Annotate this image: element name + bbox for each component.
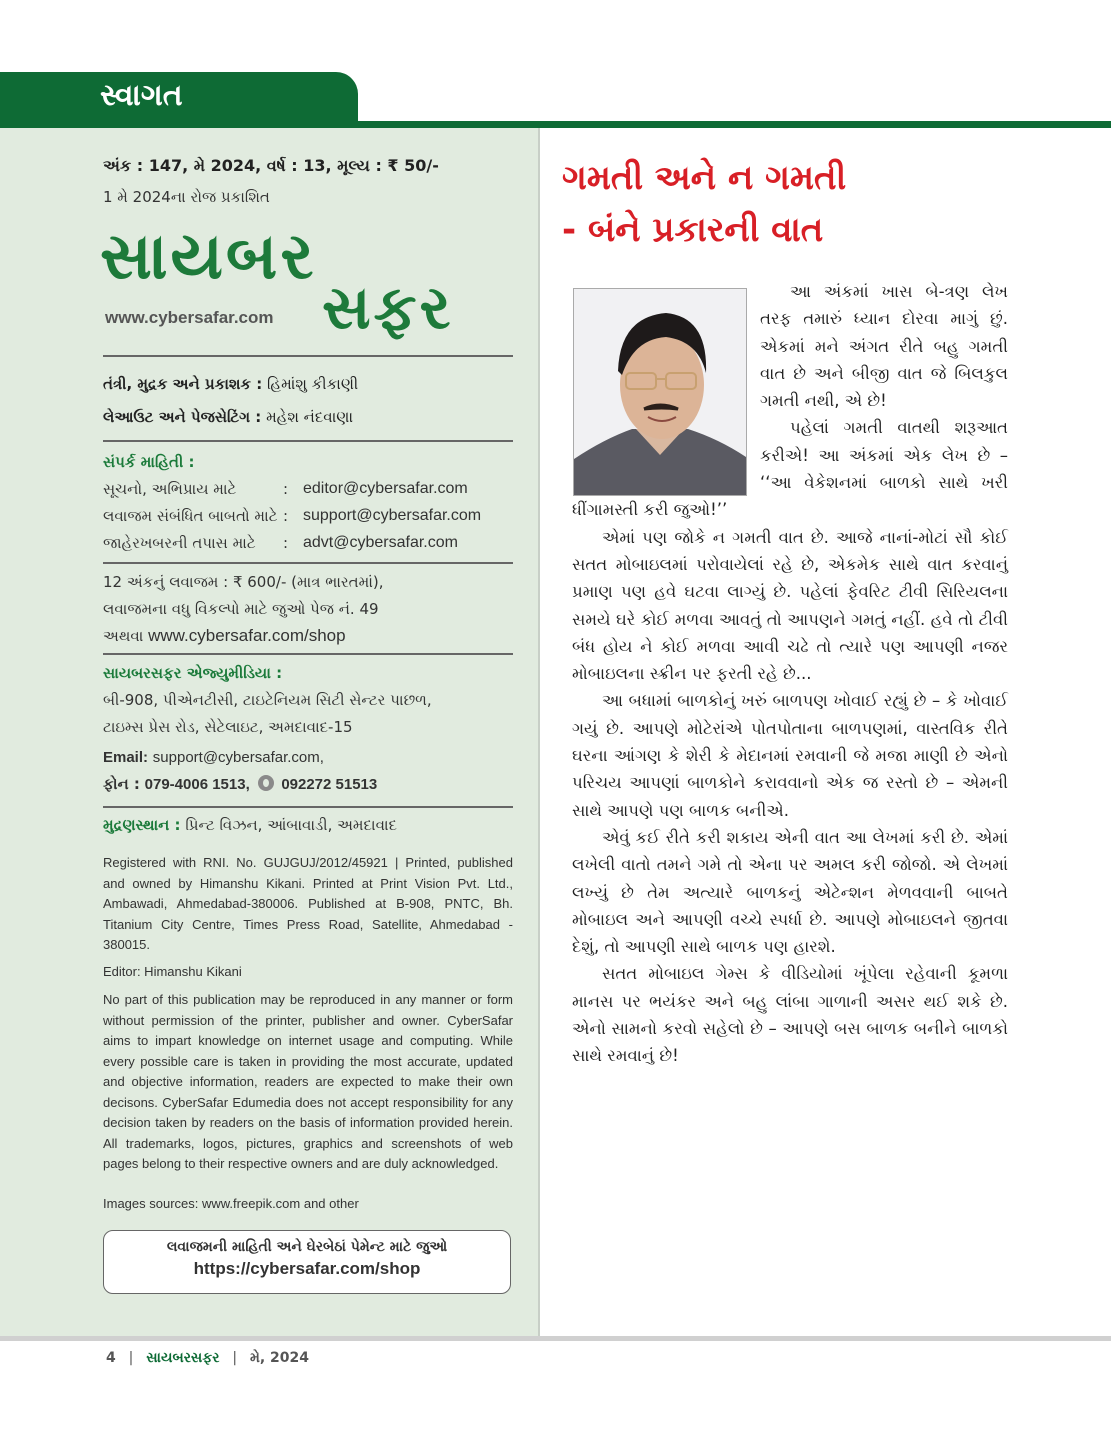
photo-spacer — [572, 274, 760, 496]
issue-date: મે, 2024 — [249, 1350, 310, 1366]
credit-editor — [103, 375, 513, 393]
logo-word-safar: સફર — [322, 273, 454, 343]
page-footer — [106, 1350, 309, 1366]
published-date: 1 મે 2024ના રોજ પ્રકાશિત — [103, 188, 270, 206]
title-line-2: - બંને પ્રકારની વાત — [562, 210, 824, 250]
divider — [103, 653, 513, 655]
credit-label: લેઆઉટ અને પેજસેટિંગ : — [103, 408, 262, 426]
article-paragraph: એમાં પણ જોકે ન ગમતી વાત છે. આજે નાનાં-મોટાં સૌ કોઈ સતત મોબાઇલમાં પરોવાયેલાં રહે છે, એકમેક સાથે વાત કરવાનું પ્રમાણ પણ હવે ઘટવા લાગ્યું છે. પહેલાં ફેવરિટ ટીવી સિરિયલના સમયે ઘરે કોઈ મળવા આવતું તો આપણને ગમતું નહીં. હવે તો ટીવી બંધ હોય ને કોઈ મળવા આવી ચઢે તો ત્યારે પણ આપણી નજર મોબાઇલના સ્ક્રીન પર ફરતી રહે છે... — [572, 527, 1008, 684]
whatsapp-number[interactable]: 092272 51513 — [281, 776, 378, 793]
credit-value: મહેશ નંદવાણા — [266, 408, 354, 426]
shop-link[interactable]: www.cybersafar.com/shop — [148, 626, 346, 645]
contact-email[interactable]: support@cybersafar.com — [303, 507, 482, 524]
registration-text: Registered with RNI. No. GUJGUJ/2012/45921 | Printed, published and owned by Himanshu Kikani. Printed at Print Vision Pvt. Ltd., Ambawadi, Ahmedabad-380006. Published at B-908, PNTC, Bh. Titanium City Centre, Times Press Road, Satellite, Ahmedabad - 380015. — [103, 855, 513, 952]
printing-line — [103, 816, 513, 834]
subscription-callout[interactable] — [103, 1230, 511, 1294]
masthead-panel — [0, 128, 540, 1336]
contact-row — [103, 534, 523, 556]
phone-label: ફોન : — [103, 775, 140, 793]
contact-label: જાહેરખબરની તપાસ માટે — [103, 534, 256, 552]
divider — [103, 562, 513, 564]
separator: | — [232, 1350, 238, 1366]
contact-row — [103, 480, 523, 502]
subscription-link-line — [103, 626, 513, 646]
divider — [103, 355, 513, 357]
printing-label: મુદ્રણસ્થાન : — [103, 816, 181, 834]
page-number: 4 — [106, 1350, 116, 1366]
contact-label: સૂચનો, અભિપ્રાય માટે — [103, 480, 237, 498]
contact-label: લવાજમ સંબંધિત બાબતો માટે — [103, 507, 278, 525]
email-label: Email: — [103, 749, 149, 766]
divider — [103, 806, 513, 808]
editor-text: Editor: Himanshu Kikani — [103, 964, 242, 979]
article-paragraph: પહેલાં ગમતી વાતથી શરૂઆત કરીએ! આ અંકમાં એક લેખ છે – ‘‘આ વેકેશનમાં બાળકો સાથે ખરી ધીંગામસ્તી કરી જુઓ!’’ — [572, 418, 1008, 520]
email-line — [103, 748, 513, 766]
callout-link[interactable]: https://cybersafar.com/shop — [193, 1259, 421, 1278]
divider — [103, 440, 513, 442]
article-paragraph: સતત મોબાઇલ ગેમ્સ કે વીડિયોમાં ખૂંપેલા રહેવાની કૂમળા માનસ પર ભયંકર અને બહુ લાંબા ગાળાની અસર થઈ શકે છે. એનો સામનો કરવો સહેલો છે – આપણે બસ બાળક બનીને બાળકો સાથે રમવાનું છે! — [572, 964, 1008, 1066]
contact-email[interactable]: editor@cybersafar.com — [303, 480, 468, 497]
credit-layout — [103, 408, 513, 426]
article-paragraph: આ બધામાં બાળકોનું ખરું બાળપણ ખોવાઈ રહ્યું છે – કે ખોવાઈ ગયું છે. આપણે મોટેરાંએ પોતપોતાના બાળપણમાં, વાસ્તવિક રીતે ઘરના આંગણ કે શેરી કે મેદાનમાં રમવાની જે મજા માણી છે એનો પરિચય આપણાં બાળકોને કરાવવાનો એક જ રસ્તો છે – એમની સાથે આપણે પણ બાળક બનીએ. — [572, 691, 1008, 820]
disclaimer-text: No part of this publication may be reproduced in any manner or form without permission of the printer, publisher and owner. CyberSafar aims to impart knowledge on internet usage and computing. While every possible care is taken in providing the most accurate, updated and objective information, readers are expected to make their own decisons. CyberSafar Edumedia does not accept responsibility for any decision taken by readers on the basis of information provided herein. All trademarks, logos, pictures, graphics and screenshots of web pages belong to their respective owners and are duly acknowledged. — [103, 992, 513, 1171]
issue-info: અંક : 147, મે 2024, વર્ષ : 13, મૂલ્ય : ₹ 50/- — [103, 156, 439, 175]
email-value[interactable]: support@cybersafar.com, — [152, 749, 324, 766]
subscription-options: લવાજમના વધુ વિકલ્પો માટે જુઓ પેજ નં. 49 — [103, 600, 379, 618]
image-sources: Images sources: www.freepik.com and other — [103, 1196, 359, 1211]
whatsapp-icon — [258, 775, 274, 791]
colon: : — [283, 534, 289, 552]
credit-label: તંત્રી, મુદ્રક અને પ્રકાશક : — [103, 375, 263, 393]
callout-text: લવાજમની માહિતી અને ઘેરબેઠાં પેમેન્ટ માટે જુઓ — [166, 1239, 448, 1255]
colon: : — [283, 480, 289, 498]
section-tab — [0, 72, 358, 128]
contact-email[interactable]: advt@cybersafar.com — [303, 534, 458, 551]
printing-value: પ્રિન્ટ વિઝન, આંબાવાડી, અમદાવાદ — [185, 816, 397, 834]
logo-word-cyber: સાયબર — [100, 220, 317, 294]
article-body — [572, 274, 1008, 1070]
phone-value[interactable]: 079-4006 1513, — [144, 776, 250, 793]
article-title — [562, 152, 1042, 256]
address-line-2: ટાઇમ્સ પ્રેસ રોડ, સેટેલાઇટ, અમદાવાદ-15 — [103, 718, 353, 736]
phone-line — [103, 775, 513, 793]
article-paragraph: એવું કઈ રીતે કરી શકાય એની વાત આ લેખમાં કરી છે. એમાં લખેલી વાતો તમને ગમે તો એના પર અમલ કરી જોજો. એ લેખમાં લખ્યું છે તેમ અત્યારે બાળકનું એટેન્શન મેળવવાની બાબતે મોબાઇલ અને આપણી વચ્ચે સ્પર્ધા છે. આપણે મોબાઇલને જીતવા દેશું, તો આપણી સાથે બાળક પણ હારશે. — [572, 827, 1008, 957]
header-band — [0, 121, 1111, 128]
credit-value: હિમાંશુ કીકાણી — [267, 375, 359, 393]
or-text: અથવા — [103, 627, 149, 645]
subscription-price: 12 અંકનું લવાજમ : ₹ 600/- (માત્ર ભારતમાં), — [103, 573, 384, 591]
contact-heading: સંપર્ક માહિતી : — [103, 453, 195, 471]
title-line-1: ગમતી અને ન ગમતી — [562, 158, 847, 198]
page-bottom-rule — [0, 1336, 1111, 1341]
article-paragraph: આ અંકમાં ખાસ બે-ત્રણ લેખ તરફ તમારું ધ્યાન દોરવા માગું છું. એકમાં મને અંગત રીતે બહુ ગમતી વાત છે અને બીજી વાત જે બિલકુલ ગમતી નથી, એ છે! — [760, 282, 1008, 411]
colon: : — [283, 507, 289, 525]
magazine-name: સાયબરસફર — [146, 1350, 220, 1366]
separator: | — [128, 1350, 134, 1366]
section-tab-label: સ્વાગત — [100, 78, 183, 113]
contact-row — [103, 507, 523, 529]
logo-url[interactable]: www.cybersafar.com — [105, 308, 274, 327]
edumedia-heading: સાયબરસફર એજ્યુમીડિયા : — [103, 664, 283, 682]
address-line-1: બી-908, પીએનટીસી, ટાઇટેનિયમ સિટી સેન્ટર પાછળ, — [103, 691, 432, 709]
